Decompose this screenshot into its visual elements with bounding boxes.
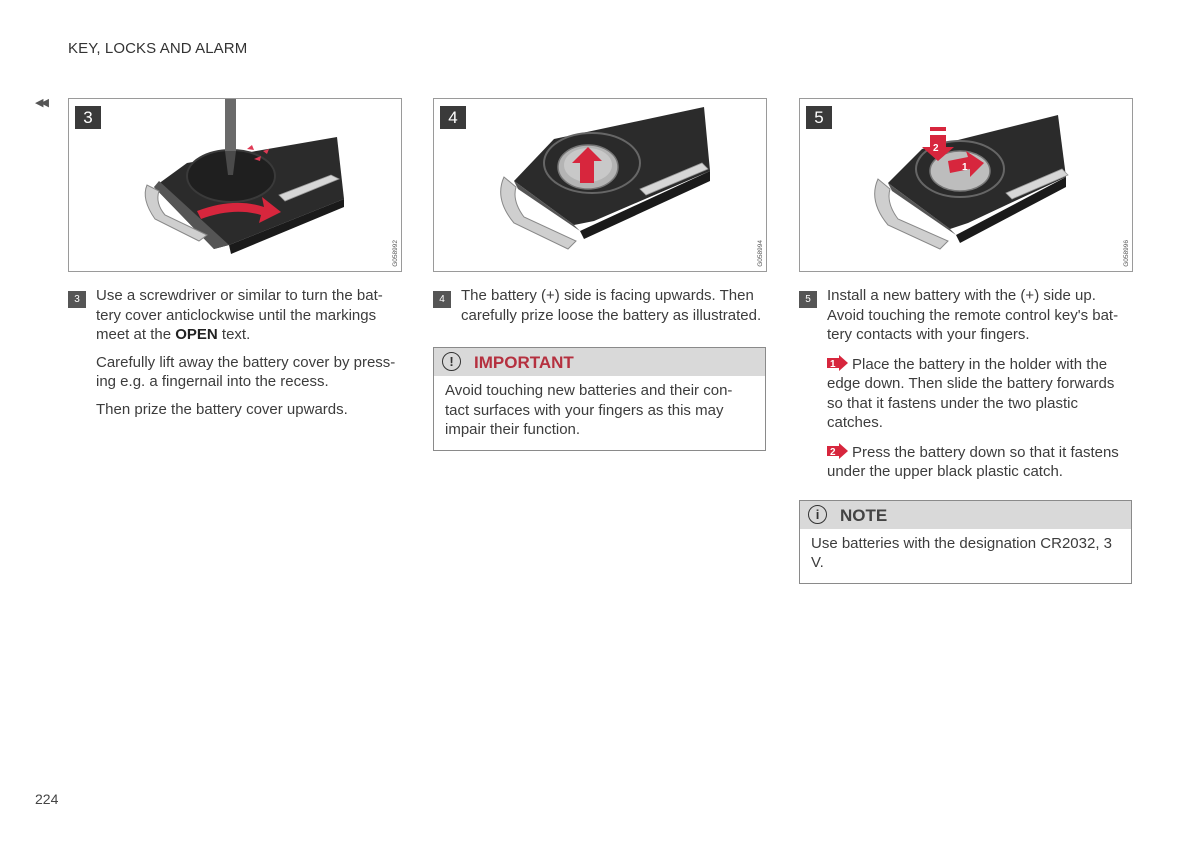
svg-text:2: 2 <box>933 143 939 154</box>
step-3-paragraph-2: Carefully lift away the battery cover by press-ing e.g. a fingernail into the recess. <box>96 353 396 390</box>
section-title: KEY, LOCKS AND ALARM <box>68 40 248 57</box>
important-title: IMPORTANT <box>474 353 574 372</box>
figure-code: G058992 <box>392 240 399 267</box>
column-step-3 <box>68 98 402 427</box>
step-5-paragraph-1: Install a new battery with the (+) side up. Avoid touching the remote control key's bat-tery contacts with your fingers. <box>827 287 1119 343</box>
note-body: Use batteries with the designation CR2032, 3 V. <box>811 534 1113 571</box>
info-icon: i <box>808 505 827 524</box>
step-3-paragraph-3: Then prize the battery cover upwards. <box>96 400 348 418</box>
page-number: 224 <box>35 791 59 807</box>
step-3-paragraph-1: Use a screwdriver or similar to turn the bat-tery cover anticlockwise until the markings meet at the OPEN text. <box>96 287 383 343</box>
figure-code: G058994 <box>757 240 764 267</box>
note-callout-header <box>800 501 1131 529</box>
note-callout <box>799 500 1132 584</box>
svg-text:1: 1 <box>962 162 968 173</box>
figure-number-badge: 4 <box>440 106 466 129</box>
column-step-4 <box>433 98 767 451</box>
important-callout-header <box>434 348 765 376</box>
important-body: Avoid touching new batteries and their con-tact surfaces with your fingers as this may impair their function. <box>445 382 733 438</box>
step-5 <box>799 286 1133 482</box>
step-5-substep-2: 2 Press the battery down so that it fastens under the upper black plastic catch. <box>827 443 1119 480</box>
figure-5 <box>799 98 1133 272</box>
marker-1-arrow-icon <box>827 355 849 371</box>
step-number-badge: 5 <box>799 291 817 308</box>
step-number-badge: 4 <box>433 291 451 308</box>
figure-number-badge: 3 <box>75 106 101 129</box>
key-fob-illustration-3 <box>69 99 401 271</box>
marker-2-arrow-icon <box>827 443 849 459</box>
note-title: NOTE <box>840 505 888 525</box>
figure-code: G058996 <box>1123 240 1130 267</box>
key-fob-illustration-5 <box>800 99 1132 271</box>
step-4-paragraph-1: The battery (+) side is facing upwards. Then carefully prize loose the battery as illustrated. <box>461 287 762 324</box>
svg-text:2: 2 <box>830 446 836 458</box>
key-fob-illustration-4 <box>434 99 766 271</box>
svg-text:1: 1 <box>830 358 836 370</box>
step-4 <box>433 286 767 325</box>
exclamation-icon: ! <box>442 352 461 371</box>
figure-3 <box>68 98 402 272</box>
figure-number-badge: 5 <box>806 106 832 129</box>
step-5-substep-1: 1 Place the battery in the holder with the edge down. Then slide the battery forwards so that it fastens under the two plastic catches. <box>827 355 1115 431</box>
open-label: OPEN <box>175 326 218 343</box>
figure-4 <box>433 98 767 272</box>
important-callout <box>433 347 766 451</box>
double-chevron-left-icon[interactable]: ◀◀ <box>35 97 46 109</box>
step-3 <box>68 286 402 419</box>
column-step-5 <box>799 98 1133 584</box>
step-number-badge: 3 <box>68 291 86 308</box>
